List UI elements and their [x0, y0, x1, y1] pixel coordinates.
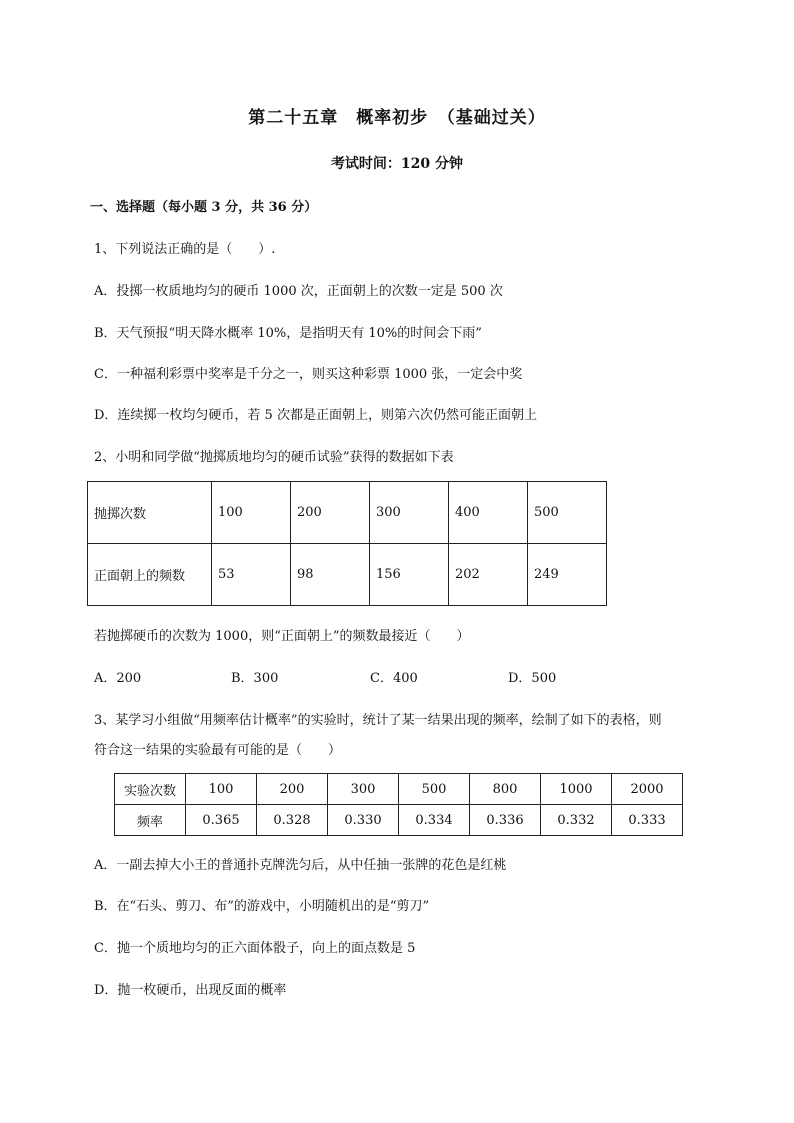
table-cell: 200: [291, 482, 370, 544]
q3-stem-line2: 符合这一结果的实验最有可能的是（ ）: [94, 743, 342, 758]
table-cell: 0.330: [328, 805, 399, 836]
q3-frequency-table: [114, 773, 683, 836]
table-cell: 53: [212, 544, 291, 606]
q1-option-a: A．投掷一枚质地均匀的硬币 1000 次，正面朝上的次数一定是 500 次: [94, 284, 503, 299]
section-heading: 一、选择题（每小题 3 分，共 36 分）: [90, 200, 318, 215]
table-cell: 800: [470, 774, 541, 805]
table-row: [88, 544, 607, 606]
q1-option-c: C．一种福利彩票中奖率是千分之一，则买这种彩票 1000 张，一定会中奖: [94, 367, 523, 382]
table-cell: 202: [449, 544, 528, 606]
q2-option-c: C．400: [370, 671, 418, 686]
table-row-header: 实验次数: [115, 774, 186, 805]
table-cell: 400: [449, 482, 528, 544]
table-cell: 1000: [541, 774, 612, 805]
q2-option-a: A．200: [94, 671, 142, 686]
table-cell: 200: [257, 774, 328, 805]
page-title: 第二十五章 概率初步 （基础过关）: [248, 108, 546, 128]
table-cell: 156: [370, 544, 449, 606]
q2-option-b: B．300: [231, 671, 279, 686]
table-cell: 300: [328, 774, 399, 805]
table-cell: 0.332: [541, 805, 612, 836]
table-row: [115, 774, 683, 805]
table-cell: 0.328: [257, 805, 328, 836]
table-cell: 249: [528, 544, 607, 606]
q3-option-d: D．抛一枚硬币，出现反面的概率: [94, 983, 287, 998]
q2-followup: 若抛掷硬币的次数为 1000，则“正面朝上”的频数最接近（ ）: [94, 629, 470, 644]
q2-stem: 2、小明和同学做“抛掷质地均匀的硬币试验”获得的数据如下表: [94, 450, 454, 465]
q2-data-table: [87, 481, 607, 606]
table-cell: 98: [291, 544, 370, 606]
q1-stem: 1、下列说法正确的是（ ）.: [94, 242, 276, 257]
q2-option-d: D．500: [508, 671, 557, 686]
table-row: [115, 805, 683, 836]
table-cell: 300: [370, 482, 449, 544]
table-cell: 100: [186, 774, 257, 805]
table-cell: 500: [399, 774, 470, 805]
table-cell: 0.333: [612, 805, 683, 836]
table-row-header: 频率: [115, 805, 186, 836]
q1-option-d: D．连续掷一枚均匀硬币，若 5 次都是正面朝上，则第六次仍然可能正面朝上: [94, 408, 537, 423]
table-cell: 500: [528, 482, 607, 544]
q3-option-a: A．一副去掉大小王的普通扑克牌洗匀后，从中任抽一张牌的花色是红桃: [94, 858, 507, 873]
q1-option-b: B．天气预报“明天降水概率 10%，是指明天有 10%的时间会下雨”: [94, 326, 482, 341]
table-row: [88, 482, 607, 544]
table-row-header: 正面朝上的频数: [88, 544, 212, 606]
table-cell: 0.334: [399, 805, 470, 836]
exam-time: 考试时间：120 分钟: [330, 156, 464, 172]
table-cell: 100: [212, 482, 291, 544]
table-cell: 0.365: [186, 805, 257, 836]
table-cell: 2000: [612, 774, 683, 805]
table-cell: 0.336: [470, 805, 541, 836]
q3-option-b: B．在“石头、剪刀、布”的游戏中，小明随机出的是“剪刀”: [94, 899, 430, 914]
table-row-header: 抛掷次数: [88, 482, 212, 544]
q3-stem-line1: 3、某学习小组做“用频率估计概率”的实验时，统计了某一结果出现的频率，绘制了如下的表格，则: [94, 713, 662, 728]
q3-option-c: C．抛一个质地均匀的正六面体骰子，向上的面点数是 5: [94, 941, 416, 956]
